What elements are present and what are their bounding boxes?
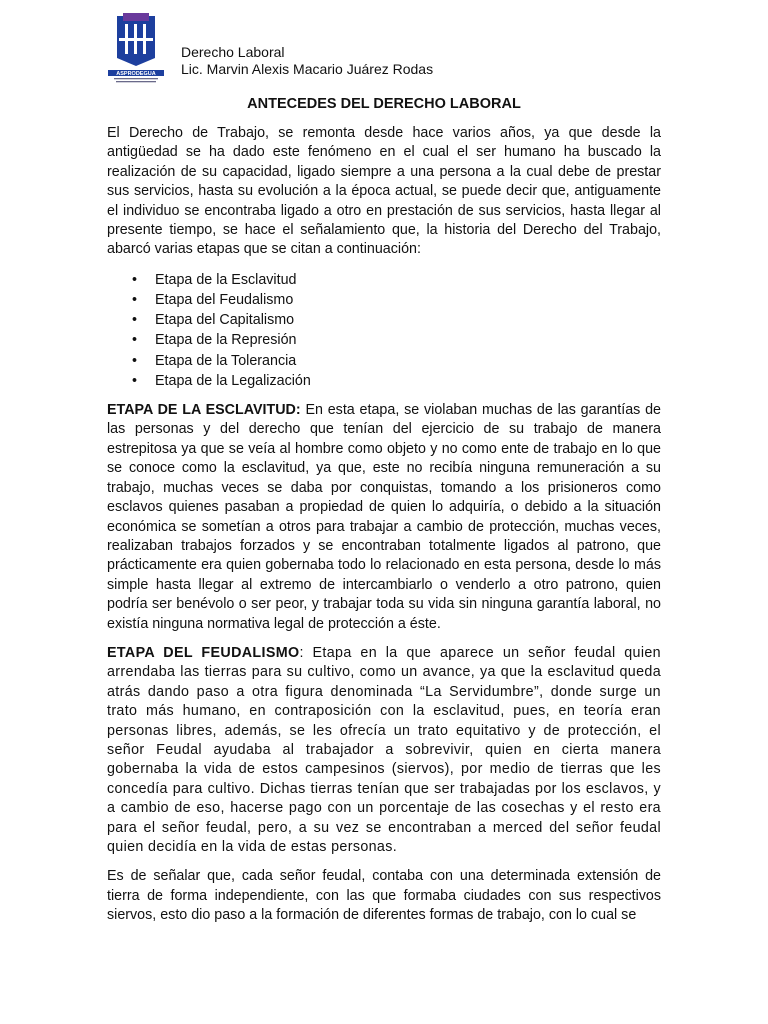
- slavery-paragraph: [107, 401, 661, 634]
- bullet-icon: •: [132, 312, 138, 329]
- list-item: • Etapa del Feudalismo: [107, 290, 661, 310]
- logo-wordmark: ASPRODEGUA: [116, 71, 156, 77]
- closing-paragraph: Es de señalar que, cada señor feudal, contaba con una determinada extensión de tierra de forma independiente, con las que formaba ciudades con sus respectivos siervos, esto dio paso a la formación de diferentes formas de trabajo, con lo cual se: [107, 868, 661, 924]
- stages-list: [107, 270, 661, 391]
- course-name: Derecho Laboral: [181, 44, 285, 60]
- bullet-icon: •: [132, 332, 138, 349]
- page-header: [181, 44, 433, 78]
- slavery-text: En esta etapa, se violaban muchas de las garantías de las personas y del derecho que tenían del ejercicio de su trabajo de manera estrepitosa ya que se veía al hombre como objeto y no como ente de trabajo en lo que se conoce como la esclavitud, ya que, este no recibía ninguna remuneración a su trabajo, muchas veces se daba por conquistas, tomando a los prisioneros como esclavos quienes pasaban a propiedad de quien lo adquiría, o debido a la situación económica se sometían a otros para trabajar a cambio de protección, muchas veces, realizaban trabajos forzados y se encontraban totalmente ligados al patrono, que prácticamente era quien gobernaba todo lo relacionado en esta persona, desde lo más simple hasta llegar al extremo de intercambiarlo o venderlo a otro patrono, quien podría ser benévolo o ser peor, y trabajar toda su vida sin ninguna garantía laboral, no existía ninguna normativa legal de protección a éste.: [107, 402, 661, 632]
- feudalism-text: : Etapa en la que aparece un señor feudal quien arrendaba las tierras para su cultivo, como un avance, ya que la esclavitud queda atrás dando paso a otra figura denominada “La Servidumbre”, donde surge un trato más humano, en contraposición con la esclavitud, pues, en teoría eran personas libres, además, se les ofrecía un trato equitativo y de protección, el señor Feudal ayudaba al trabajador a sobrevivir, quien en cierta manera gobernaba la vida de estos campesinos (siervos), por medio de tierras que les concedía para cultivo. Dichas tierras tenían que ser trabajadas por los esclavos, y a cambio de eso, hacerse pago con un porcentaje de las cosechas y el resto era para el señor feudal, pero, a su vez se encontraban a merced del señor feudal quien decidía en la vida de estas personas.: [107, 644, 661, 855]
- list-item: • Etapa de la Represión: [107, 330, 661, 350]
- feudalism-paragraph: [107, 644, 661, 857]
- bullet-icon: •: [132, 352, 138, 369]
- bullet-icon: •: [132, 271, 138, 288]
- list-item: • Etapa de la Esclavitud: [107, 270, 661, 290]
- author-name: Lic. Marvin Alexis Macario Juárez Rodas: [181, 61, 434, 77]
- bullet-icon: •: [132, 292, 138, 309]
- feudalism-heading: ETAPA DEL FEUDALISMO: [107, 644, 300, 661]
- list-item: • Etapa de la Tolerancia: [107, 351, 661, 371]
- document-title: ANTECEDES DEL DERECHO LABORAL: [247, 96, 521, 112]
- slavery-heading: ETAPA DE LA ESCLAVITUD:: [107, 402, 301, 419]
- list-item: • Etapa del Capitalismo: [107, 310, 661, 330]
- intro-paragraph: El Derecho de Trabajo, se remonta desde hace varios años, ya que desde la antigüedad se ha dado este fenómeno en el cual el ser humano ha buscado la realización de su capacidad, ligado siempre a una persona a la cual debe de prestar sus servicios, hasta su evolución a la época actual, se puede decir que, antiguamente el individuo se encontraba ligado a otro en prestación de sus servicios, hasta llegar al presente tiempo, se hace el señalamiento que, la historia del Derecho del Trabajo, abarcó varias etapas que se citan a continuación:: [107, 125, 661, 258]
- list-item: • Etapa de la Legalización: [107, 371, 661, 391]
- document-body: [107, 124, 661, 936]
- bullet-icon: •: [132, 372, 138, 389]
- asprodegua-logo: [106, 12, 166, 84]
